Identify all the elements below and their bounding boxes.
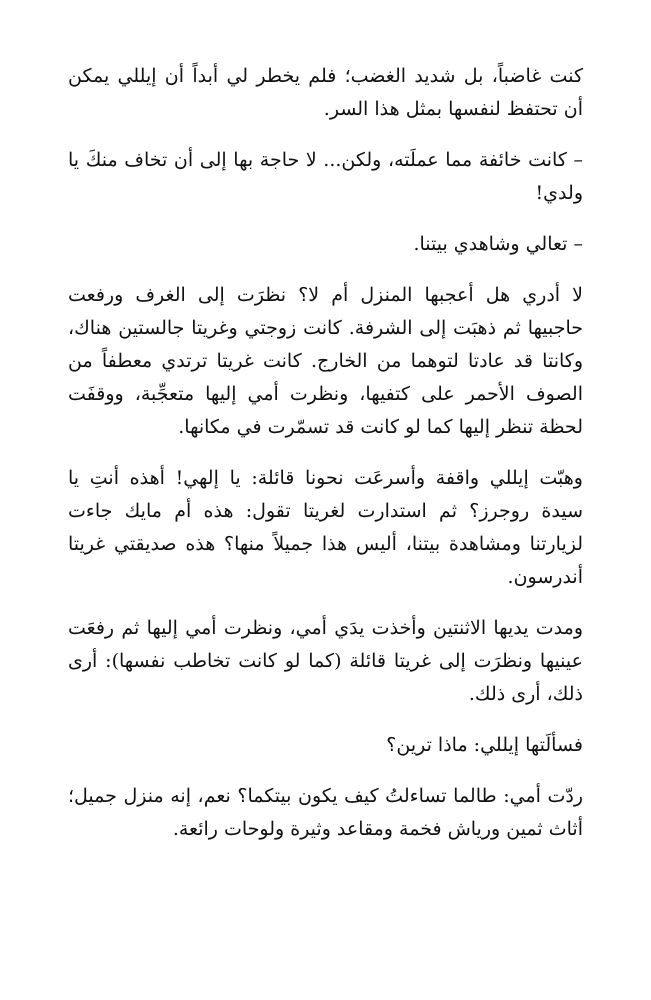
paragraph: – كانت خائفة مما عملَته، ولكن... لا حاجة بها إلى أن تخاف منكَ يا ولدي! — [68, 149, 583, 204]
paragraph: كنت غاضباً، بل شديد الغضب؛ فلم يخطر لي أبداً أن إيللي يمكن أن تحتفظ لنفسها بمثل هذا السر. — [68, 65, 583, 120]
paragraph: – تعالي وشاهدي بيتنا. — [413, 233, 583, 255]
paragraph: فسألَتها إيللي: ماذا ترين؟ — [386, 734, 583, 756]
paragraph: لا أدري هل أعجبها المنزل أم لا؟ نظرَت إلى الغرف ورفعت حاجبيها ثم ذهبَت إلى الشرفة. كانت زوجتي وغريتا جالستين هناك، وكانتا قد عادتا لتوهما من الخارج. كانت غريتا ترتدي معطفاً من الصوف الأحمر على كتفيها، ونظرت أمي إليها متعجِّبة، ووقفَت لحظة تنظر إليها كما لو كانت قد تسمّرت في مكانها. — [68, 284, 583, 438]
book-page — [68, 60, 583, 864]
paragraph: وهبّت إيللي واقفة وأسرعَت نحونا قائلة: يا إلهي! أهذه أنتِ يا سيدة روجرز؟ ثم استدارت لغريتا تقول: هذه أم مايك جاءت لزيارتنا ومشاهدة بيتنا، أليس هذا جميلاً منها؟ هذه صديقتي غريتا أندرسون. — [68, 467, 583, 588]
paragraph: ومدت يديها الاثنتين وأخذت يدَي أمي، ونظرت أمي إليها ثم رفعَت عينيها ونظرَت إلى غريتا قائلة (كما لو كانت تخاطب نفسها): أرى ذلك، أرى ذلك. — [68, 617, 583, 705]
paragraph: ردّت أمي: طالما تساءلتُ كيف يكون بيتكما؟ نعم، إنه منزل جميل؛ أثاث ثمين ورياش فخمة ومقاعد وثيرة ولوحات رائعة. — [68, 785, 583, 840]
